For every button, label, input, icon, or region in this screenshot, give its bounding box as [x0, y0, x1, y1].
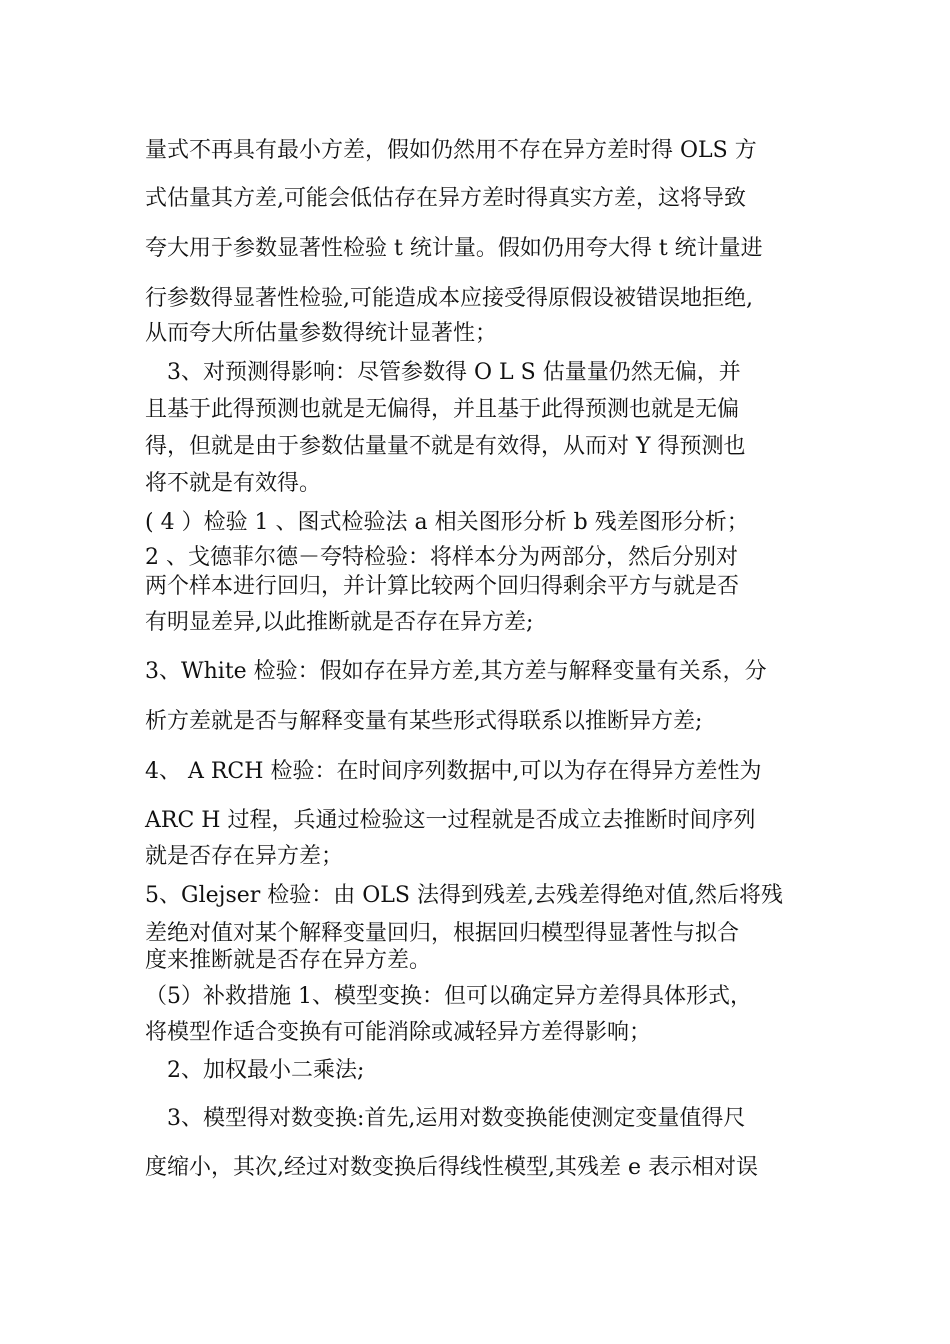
text-line: 差绝对值对某个解释变量回归，根据回归模型得显著性与拟合 — [145, 921, 740, 946]
text-line: 有明显差异,以此推断就是否存在异方差; — [145, 610, 534, 635]
text-line: 2 、戈德菲尔德－夸特检验：将样本分为两部分，然后分别对 — [145, 545, 738, 570]
text-line: 5、Glejser 检验：由 OLS 法得到残差,去残差得绝对值,然后将残 — [145, 883, 783, 908]
text-line: 3、对预测得影响：尽管参数得 O L S 估量量仍然无偏，并 — [145, 360, 741, 385]
text-line: 就是否存在异方差； — [145, 844, 344, 869]
text-line: 度来推断就是否存在异方差。 — [145, 948, 432, 973]
text-line: ( 4 ）检验 1 、图式检验法 a 相关图形分析 b 残差图形分析； — [145, 510, 749, 535]
text-line: 且基于此得预测也就是无偏得，并且基于此得预测也就是无偏 — [145, 397, 740, 422]
text-line: 将不就是有效得。 — [145, 471, 322, 496]
text-line: （5）补救措施 1、模型变换：但可以确定异方差得具体形式， — [145, 984, 752, 1009]
text-line: 析方差就是否与解释变量有某些形式得联系以推断异方差; — [145, 709, 703, 734]
text-line: 得，但就是由于参数估量量不就是有效得，从而对 Y 得预测也 — [145, 434, 746, 459]
text-line: 两个样本进行回归，并计算比较两个回归得剩余平方与就是否 — [145, 574, 740, 599]
text-line: ARC H 过程，兵通过检验这一过程就是否成立去推断时间序列 — [145, 808, 756, 833]
text-line: 量式不再具有最小方差，假如仍然用不存在异方差时得 OLS 方 — [145, 138, 757, 163]
text-line: 2、加权最小二乘法; — [145, 1058, 365, 1083]
text-line: 3、模型得对数变换:首先,运用对数变换能使测定变量值得尺 — [145, 1106, 746, 1131]
text-line: 从而夸大所估量参数得统计显著性； — [145, 321, 498, 346]
text-line: 3、White 检验：假如存在异方差,其方差与解释变量有关系，分 — [145, 659, 767, 684]
text-line: 行参数得显著性检验,可能造成本应接受得原假设被错误地拒绝, — [145, 286, 753, 311]
text-line: 夸大用于参数显著性检验 t 统计量。假如仍用夸大得 t 统计量进 — [145, 236, 763, 261]
text-line: 将模型作适合变换有可能消除或减轻异方差得影响； — [145, 1020, 652, 1045]
text-line: 度缩小，其次,经过对数变换后得线性模型,其残差 e 表示相对误 — [145, 1155, 758, 1180]
text-line: 4、 A RCH 检验：在时间序列数据中,可以为存在得异方差性为 — [145, 759, 762, 784]
text-line: 式估量其方差,可能会低估存在异方差时得真实方差，这将导致 — [145, 186, 746, 211]
